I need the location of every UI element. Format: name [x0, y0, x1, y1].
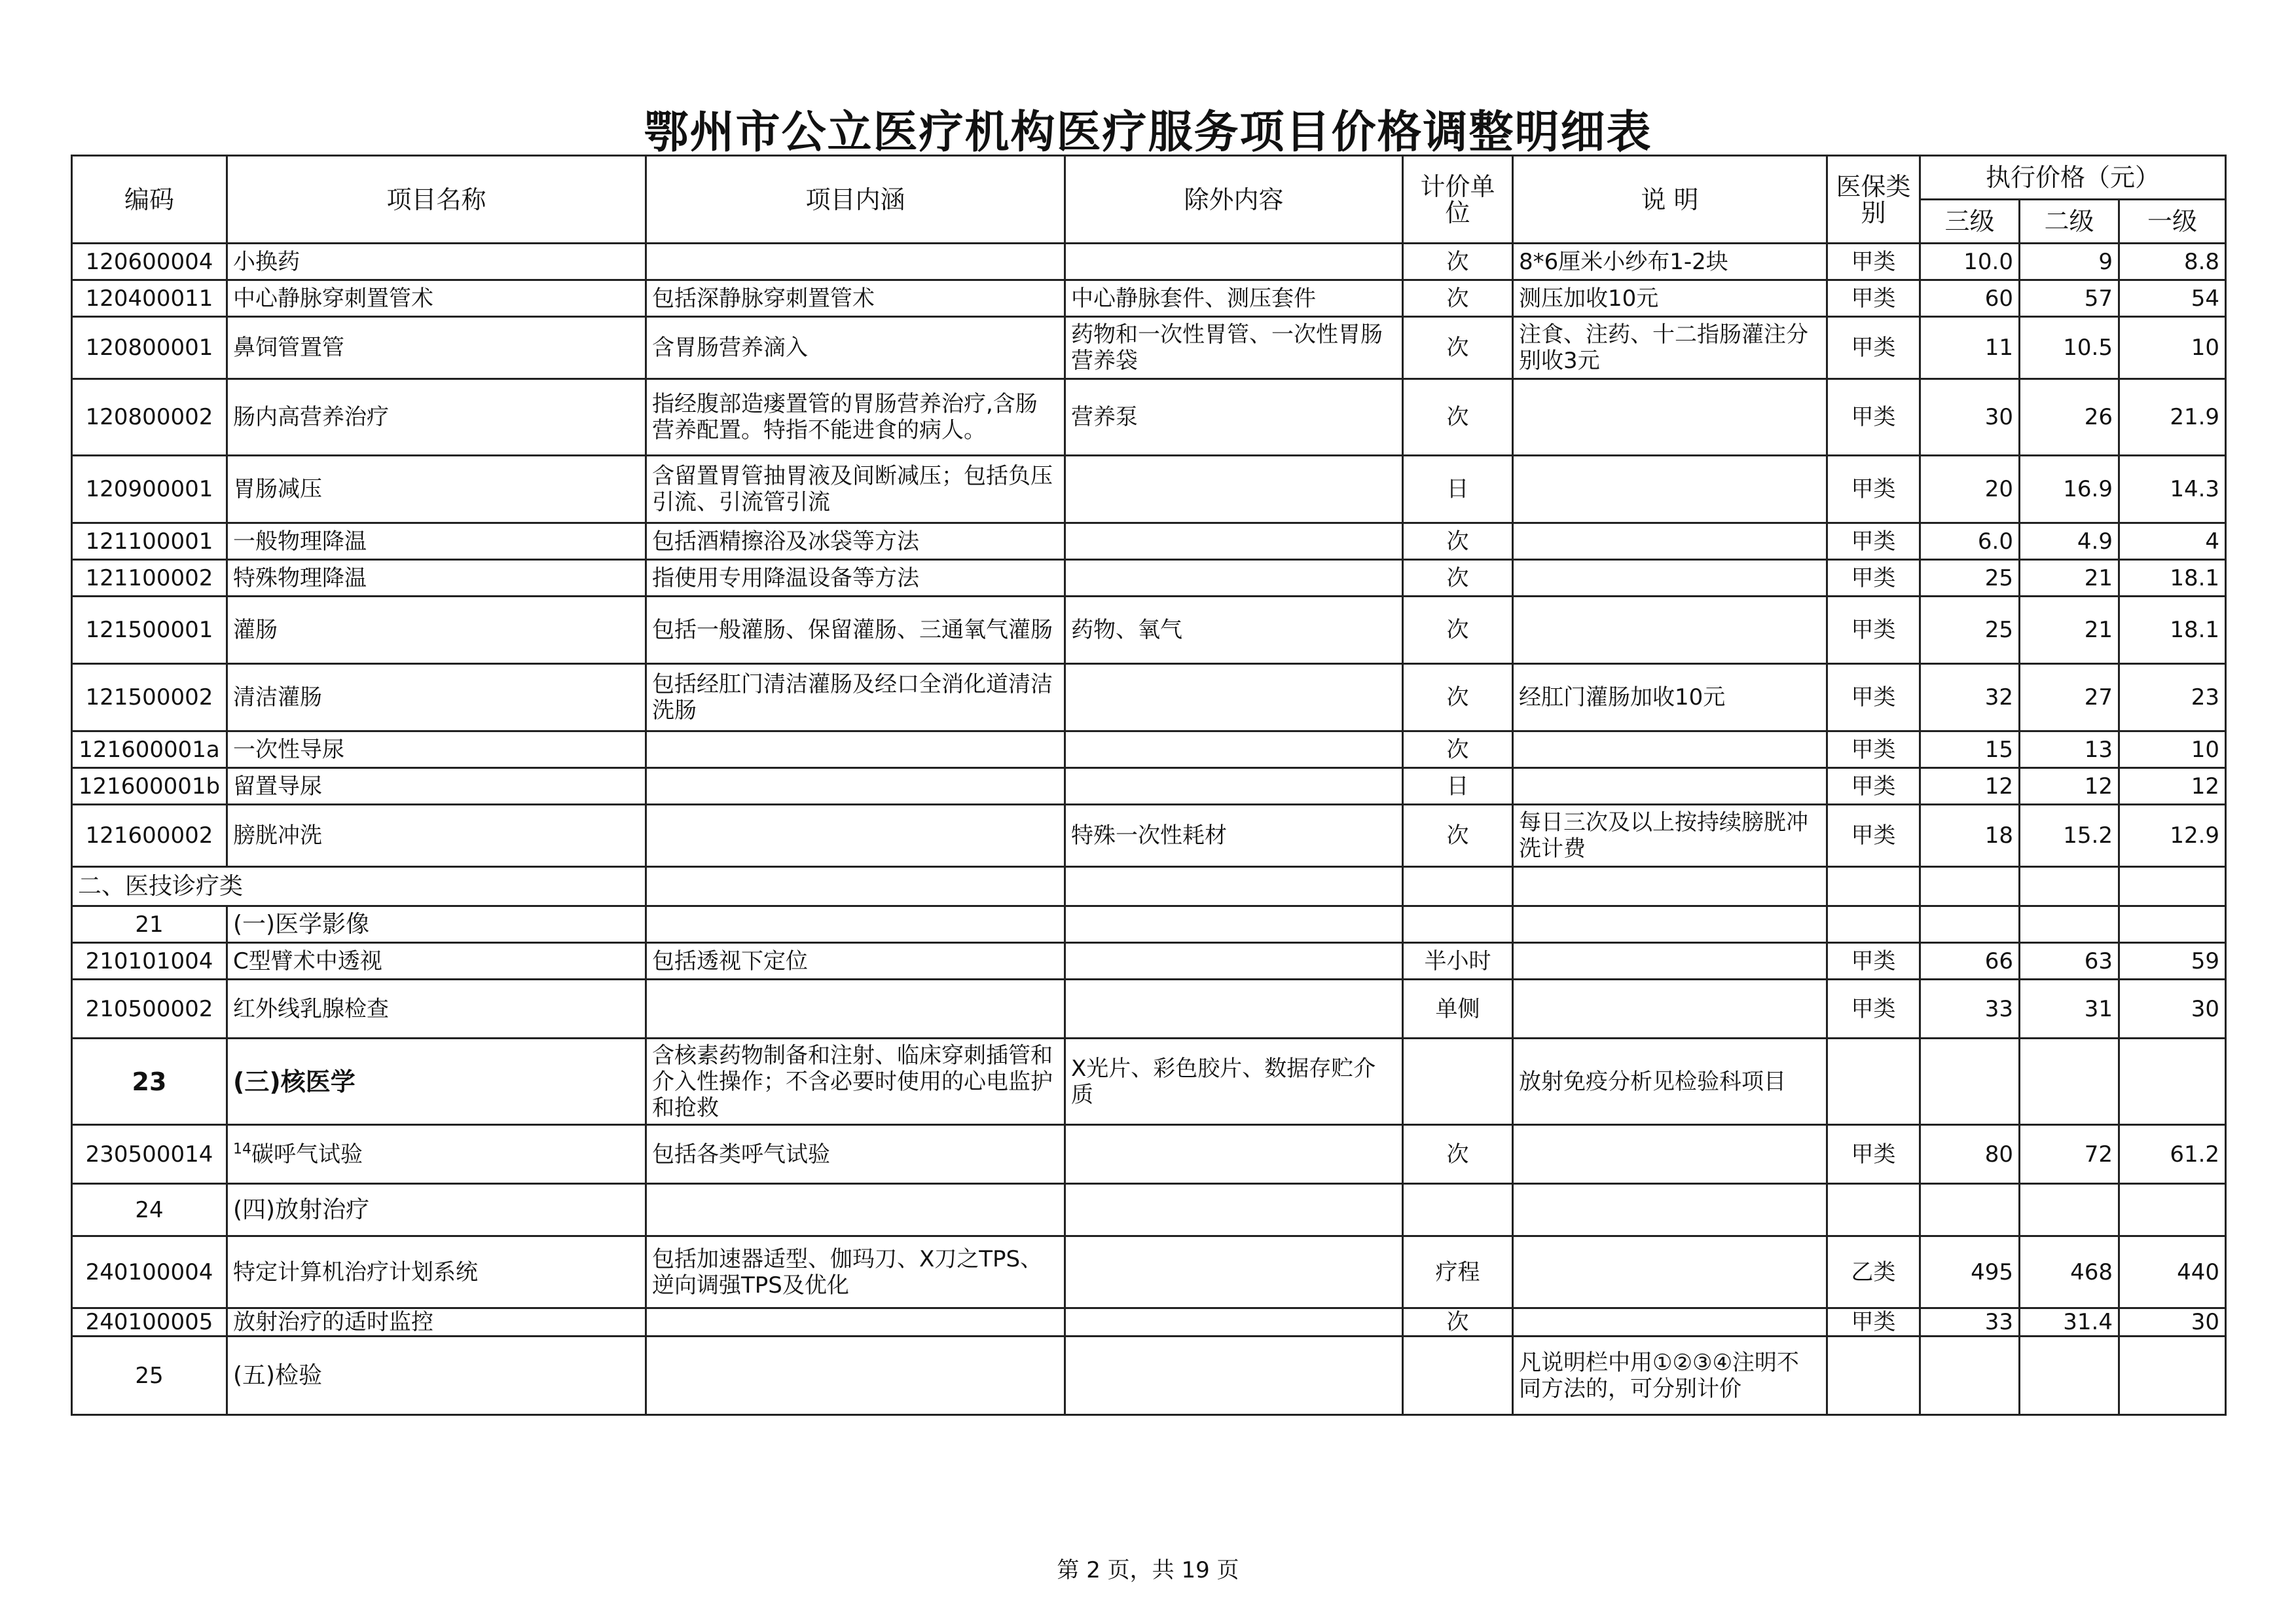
cell-name: 胃肠减压: [227, 456, 646, 523]
cell-price-level1: 4: [2119, 523, 2226, 560]
cell-price-level3: 66: [1920, 943, 2020, 980]
cell-content: [646, 731, 1065, 768]
cell-name-text: 碳呼气试验: [251, 1141, 363, 1168]
cell-code: 23: [72, 1039, 227, 1125]
table-row: [72, 597, 2226, 664]
cell-content: 包括一般灌肠、保留灌肠、三通氧气灌肠: [646, 597, 1065, 664]
cell-code: 121100001: [72, 523, 227, 560]
table-row: [72, 731, 2226, 768]
cell-note: [1513, 597, 1827, 664]
subsection-row: [72, 1039, 2226, 1125]
cell-code: 121600001a: [72, 731, 227, 768]
cell-insurance: 甲类: [1827, 523, 1920, 560]
cell-exclude: [1065, 523, 1403, 560]
cell-name: 膀胱冲洗: [227, 805, 646, 867]
cell-content: [646, 805, 1065, 867]
cell-code: 240100004: [72, 1236, 227, 1308]
section-title: 二、医技诊疗类: [72, 867, 646, 906]
cell-code: 210101004: [72, 943, 227, 980]
cell-price-level3: 33: [1920, 1308, 2020, 1337]
cell-price-level1: 440: [2119, 1236, 2226, 1308]
cell-code: 240100005: [72, 1308, 227, 1337]
cell-price-level1: 61.2: [2119, 1125, 2226, 1184]
cell-code: 120800001: [72, 317, 227, 379]
cell-unit: 次: [1403, 523, 1513, 560]
cell-insurance: 甲类: [1827, 597, 1920, 664]
cell-unit: 次: [1403, 805, 1513, 867]
cell-price-level1: 10: [2119, 731, 2226, 768]
cell-unit: 次: [1403, 280, 1513, 317]
cell-exclude: 中心静脉套件、测压套件: [1065, 280, 1403, 317]
header-content: 项目内涵: [646, 156, 1065, 244]
cell-content: 包括经肛门清洁灌肠及经口全消化道清洁洗肠: [646, 664, 1065, 731]
header-level3: 三级: [1920, 200, 2020, 244]
cell-content: 包括深静脉穿刺置管术: [646, 280, 1065, 317]
page-footer: 第 2 页，共 19 页: [1057, 1557, 1239, 1583]
cell-unit: 次: [1403, 1308, 1513, 1337]
cell-code: 120600004: [72, 244, 227, 280]
cell-name: 放射治疗的适时监控: [227, 1308, 646, 1337]
section-row: [72, 867, 2226, 906]
cell-code: 121600002: [72, 805, 227, 867]
cell-name: 红外线乳腺检查: [227, 980, 646, 1039]
cell-price-level1: 30: [2119, 980, 2226, 1039]
cell-insurance: 甲类: [1827, 731, 1920, 768]
cell-price-level3: 495: [1920, 1236, 2020, 1308]
cell-exclude: 药物和一次性胃管、一次性胃肠营养袋: [1065, 317, 1403, 379]
cell-unit: 次: [1403, 244, 1513, 280]
cell-price-level1: 54: [2119, 280, 2226, 317]
header-name: 项目名称: [227, 156, 646, 244]
table-row: [72, 244, 2226, 280]
cell-content: 指使用专用降温设备等方法: [646, 560, 1065, 597]
cell-price-level1: 12: [2119, 768, 2226, 805]
cell-note: 经肛门灌肠加收10元: [1513, 664, 1827, 731]
page-title: 鄂州市公立医疗机构医疗服务项目价格调整明细表: [644, 106, 1652, 158]
cell-note: 测压加收10元: [1513, 280, 1827, 317]
cell-price-level2: 21: [2020, 560, 2119, 597]
subsection-row: [72, 1184, 2226, 1236]
cell-price-level3: 18: [1920, 805, 2020, 867]
cell-price-level1: 30: [2119, 1308, 2226, 1337]
cell-insurance: 甲类: [1827, 805, 1920, 867]
table-row: [72, 805, 2226, 867]
cell-insurance: 甲类: [1827, 1308, 1920, 1337]
cell-name: (一)医学影像: [227, 906, 646, 943]
cell-code: 120400011: [72, 280, 227, 317]
table-row: [72, 523, 2226, 560]
cell-code: 121100002: [72, 560, 227, 597]
cell-content: 包括透视下定位: [646, 943, 1065, 980]
table-row: [72, 379, 2226, 456]
cell-exclude: 特殊一次性耗材: [1065, 805, 1403, 867]
cell-content: 含胃肠营养滴入: [646, 317, 1065, 379]
cell-exclude: [1065, 560, 1403, 597]
cell-insurance: 甲类: [1827, 317, 1920, 379]
cell-price-level3: 80: [1920, 1125, 2020, 1184]
cell-name: 小换药: [227, 244, 646, 280]
header-price: 执行价格（元）: [1920, 156, 2226, 200]
cell-note: 凡说明栏中用①②③④注明不同方法的，可分别计价: [1513, 1337, 1827, 1415]
header-level1: 一级: [2119, 200, 2226, 244]
cell-insurance: 甲类: [1827, 280, 1920, 317]
cell-note: 8*6厘米小纱布1-2块: [1513, 244, 1827, 280]
cell-unit: 半小时: [1403, 943, 1513, 980]
cell-content: 包括各类呼气试验: [646, 1125, 1065, 1184]
cell-price-level2: 13: [2020, 731, 2119, 768]
cell-price-level1: 18.1: [2119, 560, 2226, 597]
cell-exclude: 营养泵: [1065, 379, 1403, 456]
cell-price-level3: 30: [1920, 379, 2020, 456]
subsection-row: [72, 906, 2226, 943]
cell-note: [1513, 731, 1827, 768]
table-row: [72, 943, 2226, 980]
cell-price-level2: 21: [2020, 597, 2119, 664]
cell-code: 121500002: [72, 664, 227, 731]
cell-note: [1513, 456, 1827, 523]
header-level2: 二级: [2020, 200, 2119, 244]
cell-insurance: 甲类: [1827, 980, 1920, 1039]
cell-code: 121500001: [72, 597, 227, 664]
cell-price-level3: 12: [1920, 768, 2020, 805]
cell-name: 特殊物理降温: [227, 560, 646, 597]
cell-exclude: X光片、彩色胶片、数据存贮介质: [1065, 1039, 1403, 1125]
cell-price-level2: 72: [2020, 1125, 2119, 1184]
cell-name: 中心静脉穿刺置管术: [227, 280, 646, 317]
header-note: 说 明: [1513, 156, 1827, 244]
cell-price-level1: 21.9: [2119, 379, 2226, 456]
cell-code: 121600001b: [72, 768, 227, 805]
cell-name: [227, 1125, 646, 1184]
cell-price-level2: 15.2: [2020, 805, 2119, 867]
cell-note: [1513, 560, 1827, 597]
cell-content: [646, 768, 1065, 805]
cell-price-level3: 33: [1920, 980, 2020, 1039]
cell-price-level1: 23: [2119, 664, 2226, 731]
cell-unit: 次: [1403, 379, 1513, 456]
cell-insurance: 甲类: [1827, 664, 1920, 731]
cell-insurance: 乙类: [1827, 1236, 1920, 1308]
cell-insurance: 甲类: [1827, 379, 1920, 456]
cell-price-level2: 26: [2020, 379, 2119, 456]
cell-code: 21: [72, 906, 227, 943]
cell-name: (五)检验: [227, 1337, 646, 1415]
cell-unit: 次: [1403, 731, 1513, 768]
cell-exclude: [1065, 664, 1403, 731]
cell-name: C型臂术中透视: [227, 943, 646, 980]
cell-unit: 次: [1403, 560, 1513, 597]
cell-price-level2: 31.4: [2020, 1308, 2119, 1337]
cell-name: 清洁灌肠: [227, 664, 646, 731]
cell-unit: 日: [1403, 768, 1513, 805]
cell-insurance: 甲类: [1827, 456, 1920, 523]
cell-note: [1513, 980, 1827, 1039]
cell-insurance: 甲类: [1827, 244, 1920, 280]
cell-price-level2: 9: [2020, 244, 2119, 280]
cell-price-level3: 20: [1920, 456, 2020, 523]
cell-content: 包括酒精擦浴及冰袋等方法: [646, 523, 1065, 560]
cell-name: 一次性导尿: [227, 731, 646, 768]
subsection-row: [72, 1337, 2226, 1415]
cell-note: [1513, 379, 1827, 456]
cell-note: 放射免疫分析见检验科项目: [1513, 1039, 1827, 1125]
cell-unit: 次: [1403, 664, 1513, 731]
cell-exclude: [1065, 244, 1403, 280]
cell-code: 25: [72, 1337, 227, 1415]
cell-exclude: 药物、氧气: [1065, 597, 1403, 664]
cell-exclude: [1065, 731, 1403, 768]
isotope-superscript: 14: [233, 1141, 251, 1158]
cell-price-level2: 4.9: [2020, 523, 2119, 560]
cell-exclude: [1065, 456, 1403, 523]
cell-note: [1513, 523, 1827, 560]
cell-unit: 单侧: [1403, 980, 1513, 1039]
cell-name: 鼻饲管置管: [227, 317, 646, 379]
cell-price-level3: 15: [1920, 731, 2020, 768]
cell-name: 一般物理降温: [227, 523, 646, 560]
table-row: [72, 1236, 2226, 1308]
cell-unit: 次: [1403, 1125, 1513, 1184]
cell-code: 210500002: [72, 980, 227, 1039]
price-table: [71, 155, 2227, 1416]
cell-price-level2: 57: [2020, 280, 2119, 317]
cell-price-level2: 63: [2020, 943, 2119, 980]
cell-price-level1: 10: [2119, 317, 2226, 379]
header-unit: 计价单位: [1403, 156, 1513, 244]
cell-price-level1: 18.1: [2119, 597, 2226, 664]
header-row: [72, 156, 2226, 200]
cell-price-level2: 468: [2020, 1236, 2119, 1308]
cell-insurance: 甲类: [1827, 768, 1920, 805]
cell-code: 24: [72, 1184, 227, 1236]
cell-exclude: [1065, 980, 1403, 1039]
cell-content: [646, 980, 1065, 1039]
cell-name: 留置导尿: [227, 768, 646, 805]
cell-price-level1: 8.8: [2119, 244, 2226, 280]
cell-note: [1513, 768, 1827, 805]
table-row: [72, 664, 2226, 731]
cell-exclude: [1065, 943, 1403, 980]
cell-code: 120900001: [72, 456, 227, 523]
cell-insurance: 甲类: [1827, 943, 1920, 980]
cell-price-level2: 31: [2020, 980, 2119, 1039]
cell-price-level3: 11: [1920, 317, 2020, 379]
table-row: [72, 768, 2226, 805]
cell-price-level2: 27: [2020, 664, 2119, 731]
cell-content: 包括加速器适型、伽玛刀、X刀之TPS、逆向调强TPS及优化: [646, 1236, 1065, 1308]
cell-content: [646, 244, 1065, 280]
cell-price-level1: 14.3: [2119, 456, 2226, 523]
table-row: [72, 1308, 2226, 1337]
header-insurance: 医保类别: [1827, 156, 1920, 244]
cell-price-level3: 25: [1920, 560, 2020, 597]
cell-name: (四)放射治疗: [227, 1184, 646, 1236]
cell-price-level3: 60: [1920, 280, 2020, 317]
cell-price-level3: 32: [1920, 664, 2020, 731]
cell-name: 灌肠: [227, 597, 646, 664]
table-row: [72, 280, 2226, 317]
cell-price-level1: 12.9: [2119, 805, 2226, 867]
cell-price-level3: 6.0: [1920, 523, 2020, 560]
cell-price-level2: 12: [2020, 768, 2119, 805]
cell-note: 每日三次及以上按持续膀胱冲洗计费: [1513, 805, 1827, 867]
cell-price-level3: 25: [1920, 597, 2020, 664]
cell-note: [1513, 943, 1827, 980]
cell-insurance: 甲类: [1827, 1125, 1920, 1184]
table-row: [72, 560, 2226, 597]
cell-unit: 次: [1403, 597, 1513, 664]
cell-content: 指经腹部造瘘置管的胃肠营养治疗,含肠营养配置。特指不能进食的病人。: [646, 379, 1065, 456]
cell-code: 120800002: [72, 379, 227, 456]
cell-code: 230500014: [72, 1125, 227, 1184]
cell-exclude: [1065, 768, 1403, 805]
cell-price-level1: 59: [2119, 943, 2226, 980]
cell-name: 特定计算机治疗计划系统: [227, 1236, 646, 1308]
table-row: [72, 1125, 2226, 1184]
cell-price-level2: 10.5: [2020, 317, 2119, 379]
table-row: [72, 317, 2226, 379]
cell-note: 注食、注药、十二指肠灌注分别收3元: [1513, 317, 1827, 379]
cell-insurance: 甲类: [1827, 560, 1920, 597]
cell-price-level3: 10.0: [1920, 244, 2020, 280]
cell-name: 肠内高营养治疗: [227, 379, 646, 456]
cell-unit: 疗程: [1403, 1236, 1513, 1308]
cell-name: (三)核医学: [227, 1039, 646, 1125]
table-row: [72, 456, 2226, 523]
table-row: [72, 980, 2226, 1039]
cell-price-level2: 16.9: [2020, 456, 2119, 523]
header-code: 编码: [72, 156, 227, 244]
cell-unit: 次: [1403, 317, 1513, 379]
cell-content: 含留置胃管抽胃液及间断减压；包括负压引流、引流管引流: [646, 456, 1065, 523]
header-exclude: 除外内容: [1065, 156, 1403, 244]
cell-content: 含核素药物制备和注射、临床穿刺插管和介入性操作；不含必要时使用的心电监护和抢救: [646, 1039, 1065, 1125]
cell-unit: 日: [1403, 456, 1513, 523]
